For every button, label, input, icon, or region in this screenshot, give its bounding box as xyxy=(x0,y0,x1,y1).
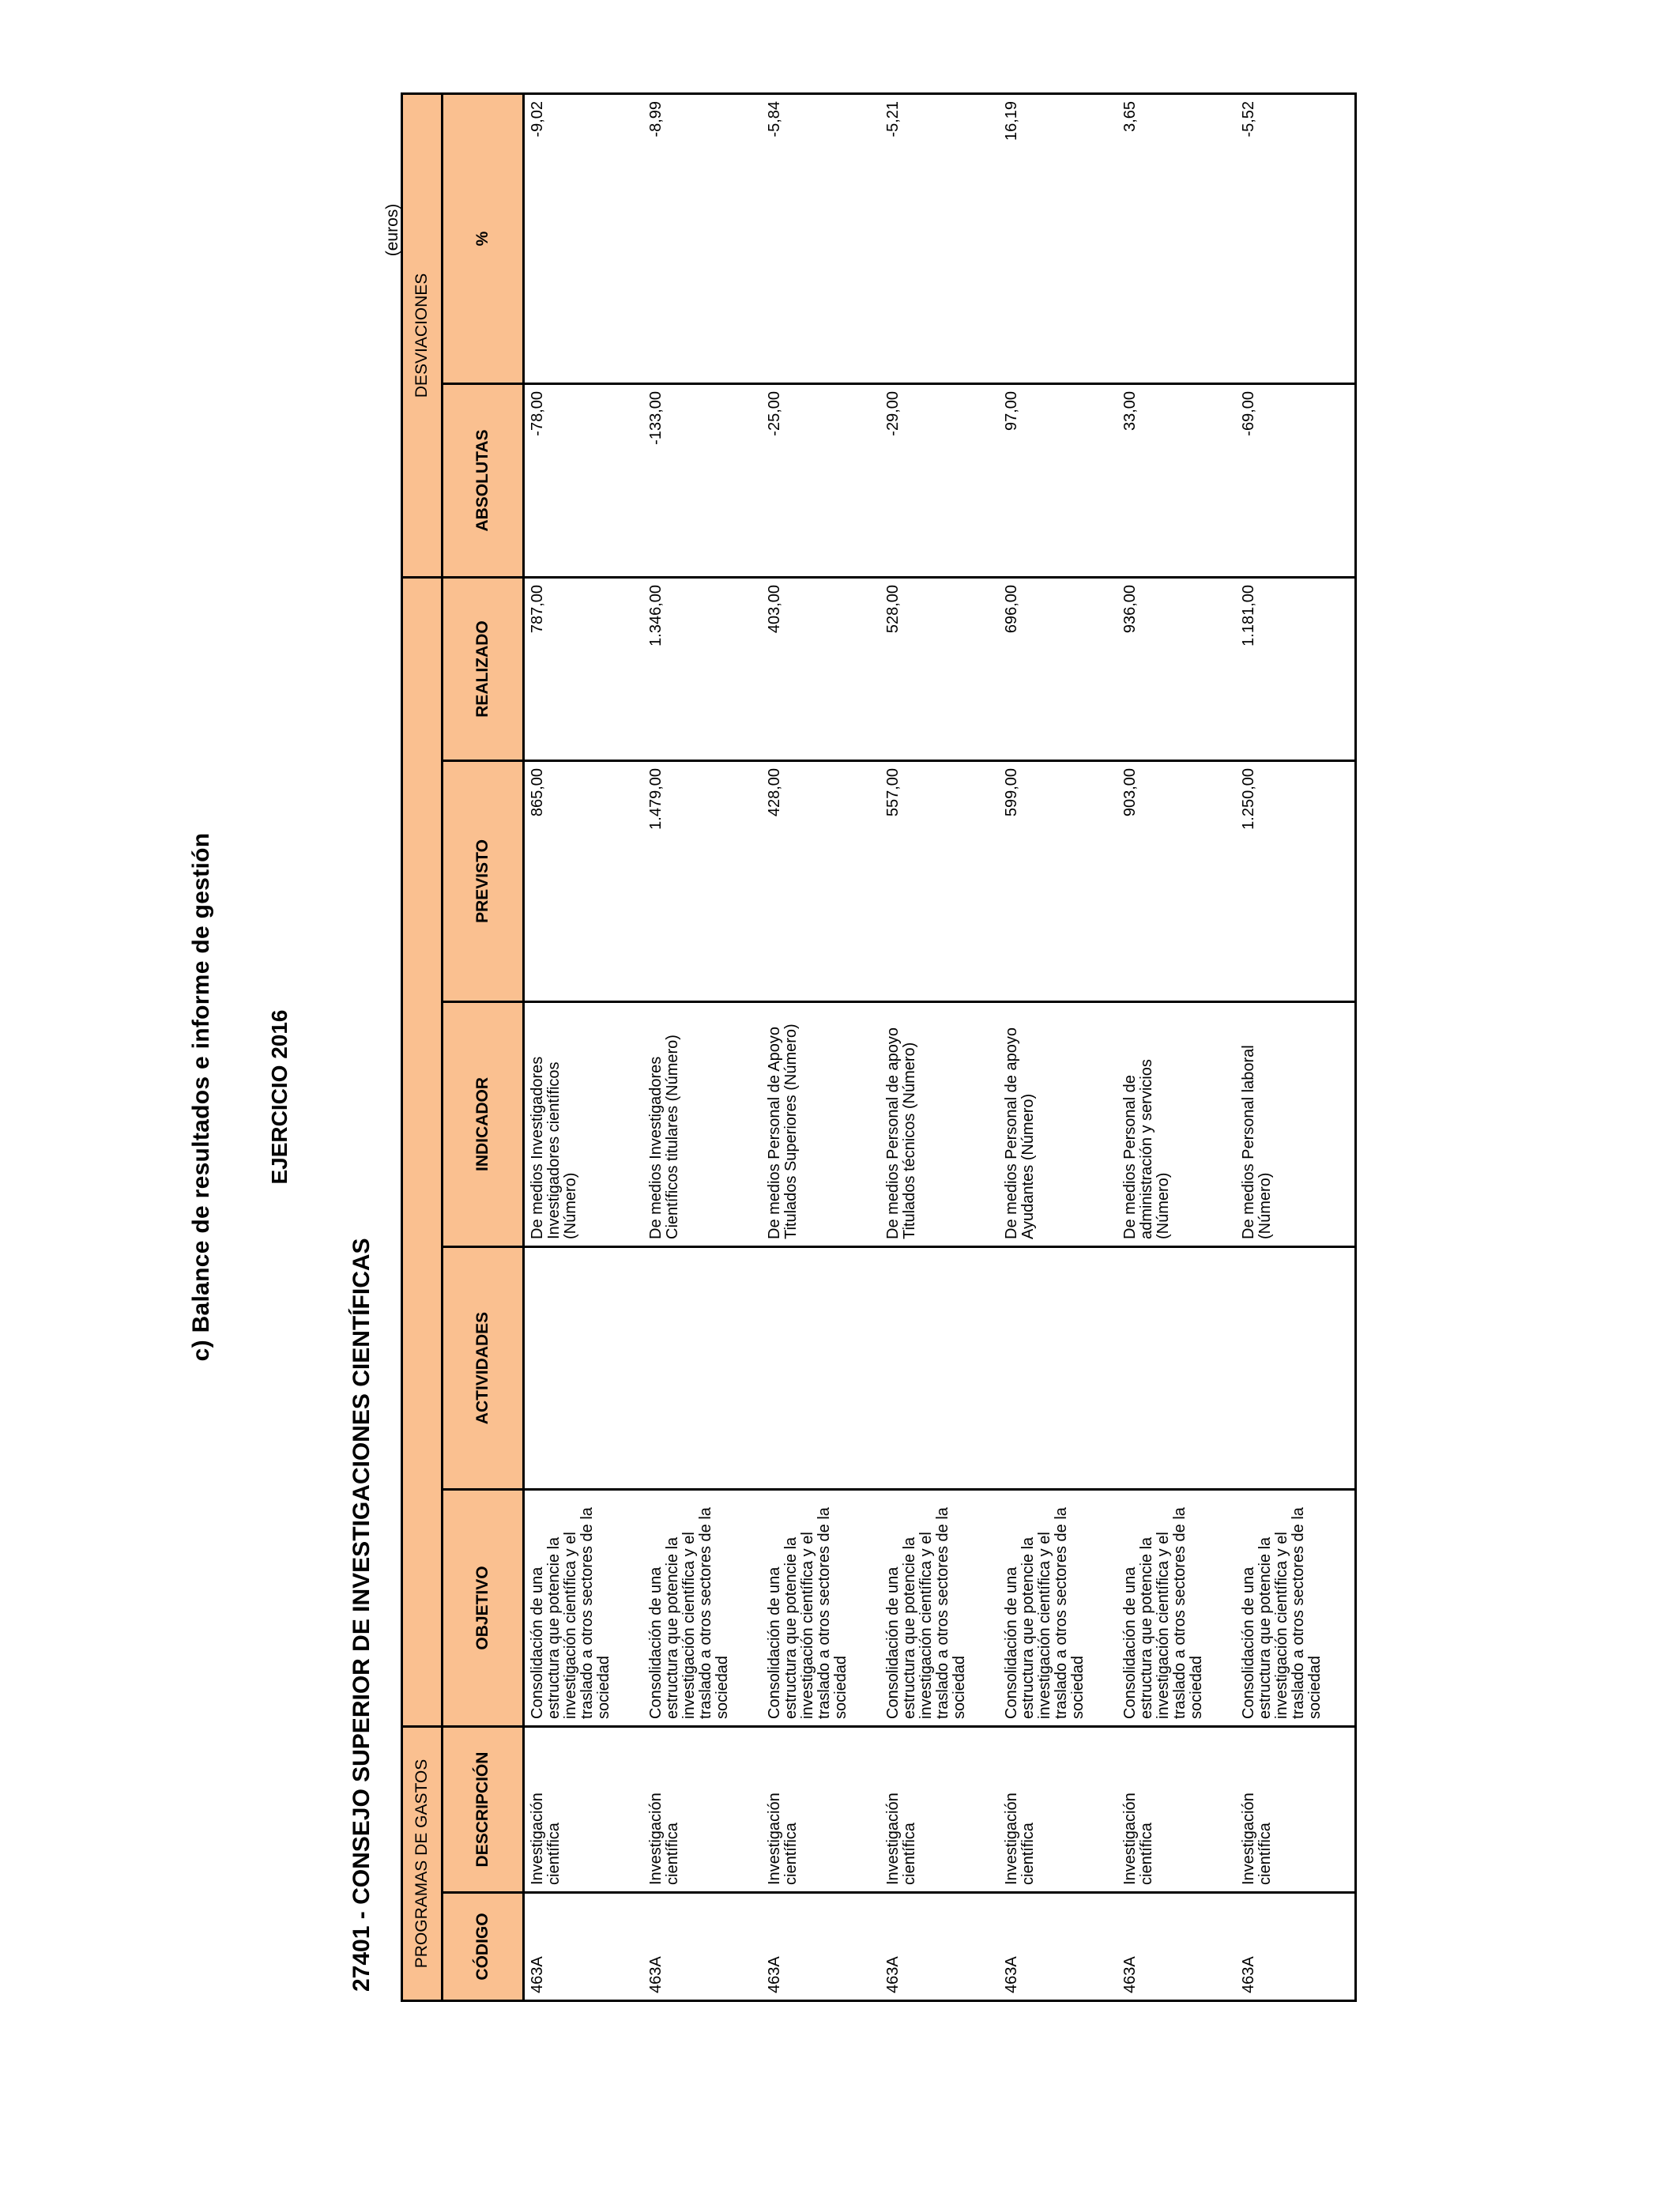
cell-realizado: 1.181,00 xyxy=(1236,577,1356,760)
cell-descripcion: Investigación científica xyxy=(999,1727,1117,1893)
cell-realizado: 936,00 xyxy=(1117,577,1236,760)
table-row xyxy=(643,93,762,2000)
cell-indicador: De medios Investigadores Científicos titulares (Número) xyxy=(643,1002,762,1247)
col-objetivo-header: OBJETIVO xyxy=(443,1490,524,1727)
cell-realizado: 403,00 xyxy=(762,577,880,760)
cell-porcentaje: -5,52 xyxy=(1236,93,1356,383)
cell-codigo: 463A xyxy=(1236,1893,1356,2001)
col-absolutas-header: ABSOLUTAS xyxy=(443,383,524,577)
col-indicador-header: INDICADOR xyxy=(443,1002,524,1247)
table-row xyxy=(762,93,880,2000)
cell-actividades xyxy=(762,1247,880,1490)
cell-absolutas: -133,00 xyxy=(643,383,762,577)
cell-previsto: 1.250,00 xyxy=(1236,761,1356,1002)
cell-actividades xyxy=(524,1247,644,1490)
currency-unit: (euros) xyxy=(383,203,401,257)
section-title: c) Balance de resultados e informe de gestión xyxy=(188,832,214,1362)
table-row xyxy=(524,93,644,2000)
cell-codigo: 463A xyxy=(524,1893,644,2001)
cell-previsto: 865,00 xyxy=(524,761,644,1002)
col-actividades-header: ACTIVIDADES xyxy=(443,1247,524,1490)
cell-actividades xyxy=(880,1247,999,1490)
cell-previsto: 599,00 xyxy=(999,761,1117,1002)
cell-actividades xyxy=(1236,1247,1356,1490)
cell-actividades xyxy=(643,1247,762,1490)
group-programs-header: PROGRAMAS DE GASTOS xyxy=(402,1727,443,2001)
cell-codigo: 463A xyxy=(880,1893,999,2001)
cell-objetivo: Consolidación de una estructura que potencie la investigación científica y el traslado a otros sectores de la sociedad xyxy=(643,1490,762,1727)
cell-realizado: 696,00 xyxy=(999,577,1117,760)
cell-indicador: De medios Personal de apoyo Titulados técnicos (Número) xyxy=(880,1002,999,1247)
cell-previsto: 1.479,00 xyxy=(643,761,762,1002)
exercise-year: EJERCICIO 2016 xyxy=(267,1009,292,1185)
cell-objetivo: Consolidación de una estructura que potencie la investigación científica y el traslado a otros sectores de la sociedad xyxy=(1117,1490,1236,1727)
cell-objetivo: Consolidación de una estructura que potencie la investigación científica y el traslado a otros sectores de la sociedad xyxy=(1236,1490,1356,1727)
col-codigo-header: CÓDIGO xyxy=(443,1893,524,2001)
cell-descripcion: Investigación científica xyxy=(1236,1727,1356,1893)
cell-absolutas: -69,00 xyxy=(1236,383,1356,577)
table-row xyxy=(880,93,999,2000)
col-descripcion-header: DESCRIPCIÓN xyxy=(443,1727,524,1893)
cell-previsto: 903,00 xyxy=(1117,761,1236,1002)
cell-absolutas: -29,00 xyxy=(880,383,999,577)
cell-indicador: De medios Personal laboral (Número) xyxy=(1236,1002,1356,1247)
cell-porcentaje: -5,84 xyxy=(762,93,880,383)
group-header-row xyxy=(402,93,443,2000)
cell-indicador: De medios Personal de administración y servicios (Número) xyxy=(1117,1002,1236,1247)
table-row xyxy=(1117,93,1236,2000)
cell-descripcion: Investigación científica xyxy=(524,1727,644,1893)
cell-porcentaje: -8,99 xyxy=(643,93,762,383)
cell-indicador: De medios Investigadores Investigadores científicos (Número) xyxy=(524,1002,644,1247)
cell-realizado: 528,00 xyxy=(880,577,999,760)
cell-porcentaje: -5,21 xyxy=(880,93,999,383)
cell-descripcion: Investigación científica xyxy=(762,1727,880,1893)
cell-descripcion: Investigación científica xyxy=(1117,1727,1236,1893)
cell-realizado: 787,00 xyxy=(524,577,644,760)
cell-codigo: 463A xyxy=(643,1893,762,2001)
cell-absolutas: -78,00 xyxy=(524,383,644,577)
cell-descripcion: Investigación científica xyxy=(643,1727,762,1893)
cell-absolutas: 97,00 xyxy=(999,383,1117,577)
cell-codigo: 463A xyxy=(1117,1893,1236,2001)
group-blank-header xyxy=(402,577,443,1726)
table-row xyxy=(999,93,1117,2000)
cell-porcentaje: 16,19 xyxy=(999,93,1117,383)
organism-title: 27401 - CONSEJO SUPERIOR DE INVESTIGACIONES CIENTÍFICAS xyxy=(348,1238,375,1992)
col-previsto-header: PREVISTO xyxy=(443,761,524,1002)
group-deviations-header: DESVIACIONES xyxy=(402,93,443,577)
cell-porcentaje: -9,02 xyxy=(524,93,644,383)
cell-descripcion: Investigación científica xyxy=(880,1727,999,1893)
cell-indicador: De medios Personal de Apoyo Titulados Superiores (Número) xyxy=(762,1002,880,1247)
cell-objetivo: Consolidación de una estructura que potencie la investigación científica y el traslado a otros sectores de la sociedad xyxy=(880,1490,999,1727)
cell-realizado: 1.346,00 xyxy=(643,577,762,760)
cell-objetivo: Consolidación de una estructura que potencie la investigación científica y el traslado a otros sectores de la sociedad xyxy=(762,1490,880,1727)
cell-absolutas: 33,00 xyxy=(1117,383,1236,577)
cell-codigo: 463A xyxy=(762,1893,880,2001)
cell-previsto: 557,00 xyxy=(880,761,999,1002)
cell-absolutas: -25,00 xyxy=(762,383,880,577)
results-table xyxy=(401,92,1357,2002)
col-realizado-header: REALIZADO xyxy=(443,577,524,760)
cell-previsto: 428,00 xyxy=(762,761,880,1002)
cell-porcentaje: 3,65 xyxy=(1117,93,1236,383)
cell-codigo: 463A xyxy=(999,1893,1117,2001)
col-porcentaje-header: % xyxy=(443,93,524,383)
cell-actividades xyxy=(999,1247,1117,1490)
cell-objetivo: Consolidación de una estructura que potencie la investigación científica y el traslado a otros sectores de la sociedad xyxy=(524,1490,644,1727)
cell-actividades xyxy=(1117,1247,1236,1490)
column-header-row xyxy=(443,93,524,2000)
cell-indicador: De medios Personal de apoyo Ayudantes (Número) xyxy=(999,1002,1117,1247)
cell-objetivo: Consolidación de una estructura que potencie la investigación científica y el traslado a otros sectores de la sociedad xyxy=(999,1490,1117,1727)
table-row xyxy=(1236,93,1356,2000)
